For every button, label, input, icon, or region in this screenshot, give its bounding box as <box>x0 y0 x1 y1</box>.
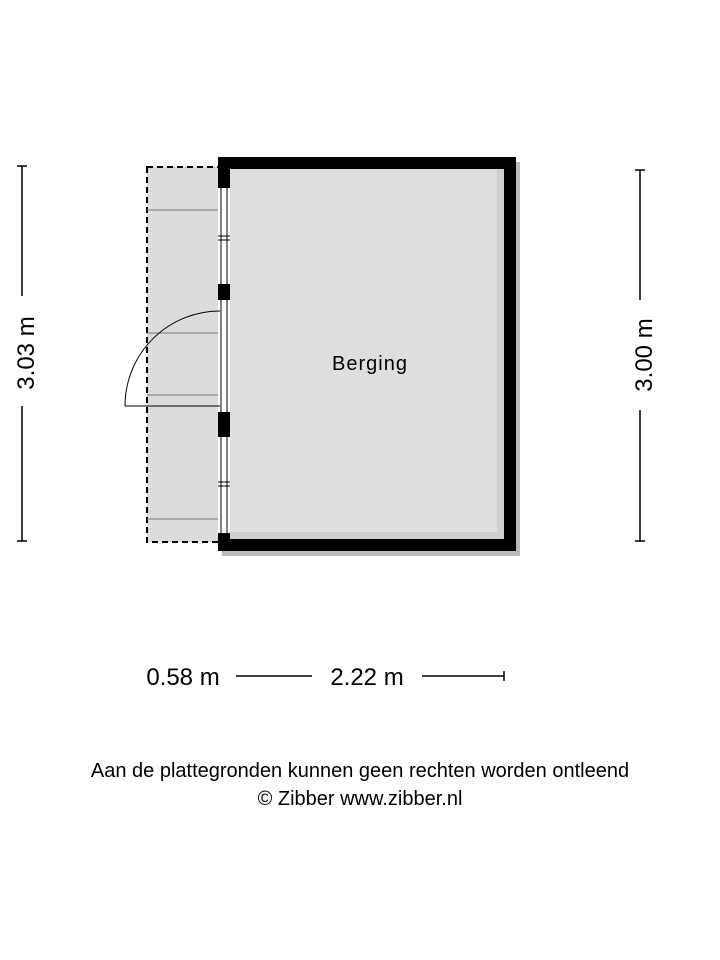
floor-shade-right <box>497 169 504 539</box>
left-wall-openings <box>218 188 230 533</box>
copyright-text: © Zibber www.zibber.nl <box>257 788 463 810</box>
dimension-bottom-right-label: 2.22 m <box>330 664 404 691</box>
floor-shade-bottom <box>230 532 504 539</box>
dimension-bottom-left-label: 0.58 m <box>146 664 220 691</box>
disclaimer-text: Aan de plattegronden kunnen geen rechten worden ontleend <box>90 760 630 782</box>
terrace-area <box>147 167 220 542</box>
room-label: Berging <box>332 353 408 375</box>
dimension-left-label: 3.03 m <box>13 316 40 390</box>
dimension-right-label: 3.00 m <box>631 318 658 392</box>
